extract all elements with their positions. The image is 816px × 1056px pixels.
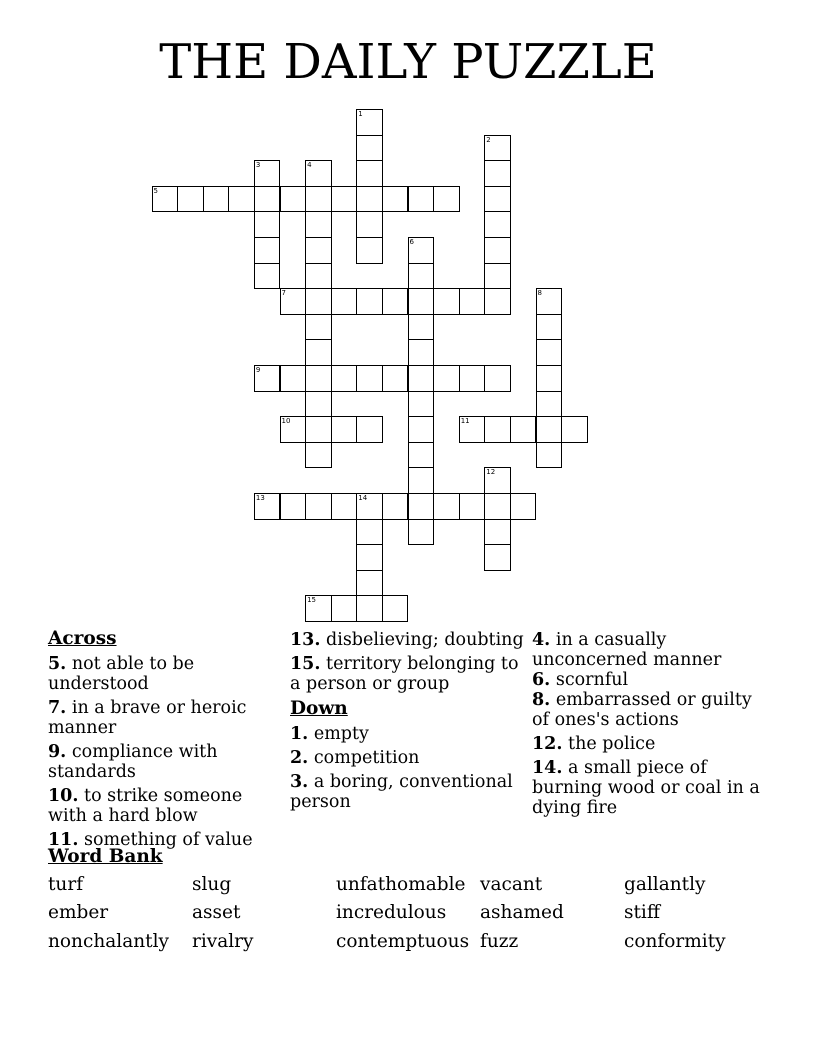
across-clue (48, 654, 284, 694)
grid-cell[interactable] (408, 391, 435, 418)
across-heading: Across (48, 628, 117, 649)
grid-cell[interactable] (484, 211, 511, 238)
grid-cell[interactable] (408, 186, 435, 213)
grid-cell[interactable] (536, 365, 563, 392)
grid-cell[interactable] (305, 288, 332, 315)
grid-cell[interactable] (305, 186, 332, 213)
grid-cell[interactable] (408, 493, 435, 520)
grid-cell[interactable] (305, 595, 332, 622)
grid-cell[interactable] (356, 595, 383, 622)
grid-cell[interactable] (382, 186, 409, 213)
grid-cell[interactable] (484, 160, 511, 187)
grid-cell[interactable] (408, 467, 435, 494)
word-bank-item: fuzz (480, 931, 519, 952)
grid-cell[interactable] (305, 391, 332, 418)
grid-cell[interactable] (356, 135, 383, 162)
down-clue (290, 748, 526, 768)
down-clue (532, 670, 772, 690)
clue-number: 13. (290, 630, 321, 650)
grid-cell[interactable] (254, 263, 281, 290)
grid-cell[interactable] (280, 288, 307, 315)
grid-cell[interactable] (510, 416, 537, 443)
grid-cell[interactable] (382, 288, 409, 315)
grid-cell[interactable] (305, 339, 332, 366)
clue-number: 12. (532, 734, 563, 754)
grid-cell[interactable] (331, 493, 358, 520)
grid-cell[interactable] (356, 544, 383, 571)
grid-cell[interactable] (280, 416, 307, 443)
grid-cell[interactable] (331, 365, 358, 392)
grid-cell[interactable] (433, 365, 460, 392)
grid-cell[interactable] (356, 288, 383, 315)
across-clue (48, 742, 284, 782)
grid-cell[interactable] (305, 416, 332, 443)
clue-number: 14. (532, 758, 563, 778)
grid-cell[interactable] (356, 519, 383, 546)
word-bank-item: nonchalantly (48, 931, 169, 952)
grid-cell[interactable] (459, 365, 486, 392)
clue-column-1 (48, 628, 284, 854)
clue-number: 6. (532, 670, 551, 690)
grid-cell[interactable] (433, 493, 460, 520)
grid-cell[interactable] (305, 442, 332, 469)
grid-cell[interactable] (484, 263, 511, 290)
cell-number: 4 (307, 161, 312, 170)
clue-text: a boring, conventional person (290, 772, 513, 812)
grid-cell[interactable] (484, 186, 511, 213)
word-bank-item: ashamed (480, 902, 564, 923)
clue-text: disbelieving; doubting (326, 630, 524, 650)
clue-number: 10. (48, 786, 79, 806)
across-clue (290, 654, 526, 694)
page-title: THE DAILY PUZZLE (159, 34, 657, 90)
down-clue (290, 724, 526, 744)
grid-cell[interactable] (510, 493, 537, 520)
grid-cell[interactable] (459, 416, 486, 443)
grid-cell[interactable] (305, 160, 332, 187)
grid-cell[interactable] (408, 237, 435, 264)
grid-cell[interactable] (382, 595, 409, 622)
grid-cell[interactable] (382, 365, 409, 392)
grid-cell[interactable] (536, 391, 563, 418)
cell-number: 10 (281, 417, 291, 426)
word-bank-item: contemptuous (336, 931, 470, 952)
clue-text: embarrassed or guilty of ones's actions (532, 690, 752, 730)
grid-cell[interactable] (484, 544, 511, 571)
clue-text: to strike someone with a hard blow (48, 786, 243, 826)
word-bank-item: slug (192, 874, 232, 895)
grid-cell[interactable] (356, 237, 383, 264)
grid-cell[interactable] (356, 493, 383, 520)
clue-text: in a brave or heroic manner (48, 698, 247, 738)
grid-cell[interactable] (356, 186, 383, 213)
cell-number: 12 (486, 468, 496, 477)
grid-cell[interactable] (331, 186, 358, 213)
across-clue (290, 630, 526, 650)
grid-cell[interactable] (459, 288, 486, 315)
grid-cell[interactable] (228, 186, 255, 213)
grid-cell[interactable] (254, 365, 281, 392)
grid-cell[interactable] (177, 186, 204, 213)
clue-text: compliance with standards (48, 742, 218, 782)
clue-text: the police (568, 734, 656, 754)
clue-column-2 (290, 630, 526, 816)
grid-cell[interactable] (408, 314, 435, 341)
clue-number: 4. (532, 630, 551, 650)
grid-cell[interactable] (305, 237, 332, 264)
cell-number: 7 (281, 289, 286, 298)
word-bank-item: turf (48, 874, 84, 895)
cell-number: 14 (358, 494, 368, 502)
clue-number: 7. (48, 698, 67, 718)
cell-number: 6 (409, 238, 414, 246)
cell-number: 13 (255, 494, 265, 502)
grid-cell[interactable] (280, 493, 307, 520)
down-clue (532, 630, 772, 670)
grid-cell[interactable] (331, 288, 358, 315)
clue-text: in a casually unconcerned manner (532, 630, 722, 670)
word-bank-heading: Word Bank (48, 846, 163, 867)
down-heading: Down (290, 698, 348, 719)
cell-number: 9 (255, 366, 261, 374)
grid-cell[interactable] (484, 135, 511, 162)
grid-cell[interactable] (484, 288, 511, 315)
across-clue (48, 698, 284, 738)
word-bank-item: ember (48, 902, 109, 923)
word-bank-item: gallantly (624, 874, 706, 895)
clue-text: scornful (555, 670, 629, 690)
grid-cell[interactable] (408, 519, 435, 546)
grid-cell[interactable] (536, 442, 563, 469)
cell-number: 2 (486, 135, 491, 144)
word-bank-item: stiff (624, 902, 660, 923)
grid-cell[interactable] (305, 493, 332, 520)
grid-cell[interactable] (152, 186, 179, 213)
word-bank-item: vacant (480, 874, 543, 895)
clue-column-3 (532, 630, 772, 822)
clue-number: 5. (48, 654, 67, 674)
clue-text: territory belonging to a person or group (290, 654, 519, 694)
cell-number: 1 (358, 110, 363, 118)
grid-cell[interactable] (356, 570, 383, 597)
grid-cell[interactable] (484, 519, 511, 546)
cell-number: 11 (460, 417, 470, 426)
grid-cell[interactable] (408, 339, 435, 366)
grid-cell[interactable] (561, 416, 588, 443)
grid-cell[interactable] (408, 365, 435, 392)
grid-cell[interactable] (382, 493, 409, 520)
grid-cell[interactable] (254, 160, 281, 187)
grid-cell[interactable] (536, 314, 563, 341)
down-clue (532, 690, 772, 730)
down-clue (532, 758, 772, 818)
grid-cell[interactable] (484, 467, 511, 494)
clue-number: 3. (290, 772, 309, 792)
across-clue (48, 786, 284, 826)
word-bank-item: asset (192, 902, 241, 923)
grid-cell[interactable] (305, 211, 332, 238)
clue-number: 1. (290, 724, 309, 744)
grid-cell[interactable] (305, 314, 332, 341)
clue-text: not able to be understood (48, 654, 195, 694)
grid-cell[interactable] (356, 365, 383, 392)
grid-cell[interactable] (408, 263, 435, 290)
grid-cell[interactable] (305, 263, 332, 290)
clue-text: competition (313, 748, 420, 768)
grid-cell[interactable] (280, 365, 307, 392)
clue-text: something of value (84, 830, 253, 850)
clue-number: 9. (48, 742, 67, 762)
grid-cell[interactable] (408, 442, 435, 469)
clue-text: empty (313, 724, 369, 744)
grid-cell[interactable] (305, 365, 332, 392)
grid-cell[interactable] (536, 339, 563, 366)
cell-number: 15 (307, 596, 317, 605)
grid-cell[interactable] (331, 416, 358, 443)
clue-number: 2. (290, 748, 309, 768)
grid-cell[interactable] (484, 416, 511, 443)
grid-cell[interactable] (280, 186, 307, 213)
clue-number: 15. (290, 654, 321, 674)
grid-cell[interactable] (484, 237, 511, 264)
grid-cell[interactable] (356, 109, 383, 136)
grid-cell[interactable] (484, 493, 511, 520)
cell-number: 3 (255, 161, 261, 170)
grid-cell[interactable] (331, 595, 358, 622)
grid-cell[interactable] (254, 211, 281, 238)
grid-cell[interactable] (433, 288, 460, 315)
cell-number: 8 (537, 289, 542, 298)
grid-cell[interactable] (356, 160, 383, 187)
clue-number: 11. (48, 830, 79, 850)
grid-cell[interactable] (356, 211, 383, 238)
word-bank-item: incredulous (336, 902, 447, 923)
grid-cell[interactable] (408, 416, 435, 443)
grid-cell[interactable] (254, 237, 281, 264)
grid-cell[interactable] (536, 416, 563, 443)
clue-number: 8. (532, 690, 551, 710)
grid-cell[interactable] (254, 186, 281, 213)
grid-cell[interactable] (254, 493, 281, 520)
word-bank-item: conformity (624, 931, 726, 952)
grid-cell[interactable] (433, 186, 460, 213)
grid-cell[interactable] (484, 365, 511, 392)
grid-cell[interactable] (459, 493, 486, 520)
down-clue (532, 734, 772, 754)
down-clue (290, 772, 526, 812)
grid-cell[interactable] (408, 288, 435, 315)
cell-number: 5 (153, 186, 158, 195)
word-bank-item: rivalry (192, 931, 254, 952)
grid-cell[interactable] (203, 186, 230, 213)
grid-cell[interactable] (536, 288, 563, 315)
word-bank-item: unfathomable (336, 874, 466, 895)
grid-cell[interactable] (356, 416, 383, 443)
clue-text: a small piece of burning wood or coal in a dying fire (532, 758, 760, 818)
